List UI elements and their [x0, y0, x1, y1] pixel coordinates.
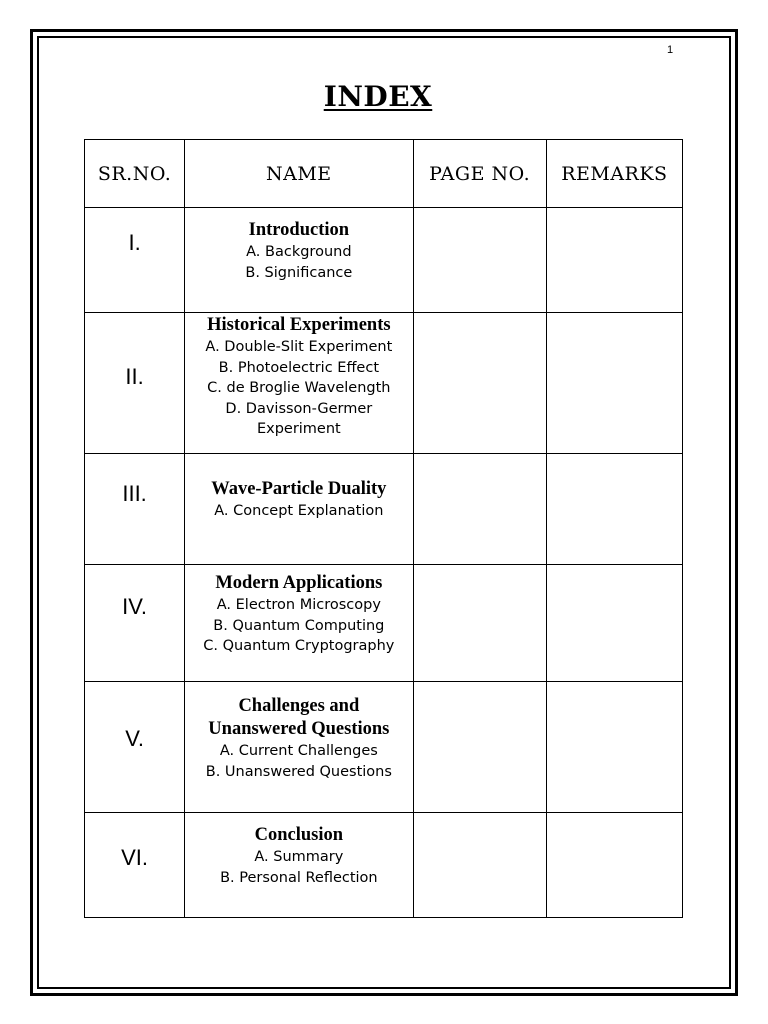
section-title: Historical Experiments [207, 315, 391, 335]
section-title: Wave-Particle Duality [211, 479, 387, 499]
page-no-cell [413, 208, 546, 313]
header-name: NAME [185, 140, 413, 208]
index-header-row [85, 140, 683, 208]
remarks-cell [546, 208, 682, 313]
subsection-item: C. de Broglie Wavelength [207, 380, 391, 396]
name-cell [185, 682, 413, 813]
name-cell [185, 565, 413, 682]
sr-number: I. [128, 230, 141, 255]
page-no-cell [413, 813, 546, 918]
sr-number: II. [125, 364, 144, 389]
page-no-cell [413, 313, 546, 454]
table-row [85, 682, 683, 813]
sr-cell [85, 454, 185, 565]
subsection-item: D. Davisson-Germer Experiment [225, 400, 373, 437]
page-title [0, 80, 756, 113]
subsection-item: C. Quantum Cryptography [203, 638, 395, 654]
sr-number: V. [125, 726, 144, 751]
header-remarks: REMARKS [546, 140, 682, 208]
subsection-item: B. Significance [245, 264, 353, 281]
table-row [85, 454, 683, 565]
subsection-item: B. Photoelectric Effect [218, 359, 380, 376]
name-cell [185, 208, 413, 313]
page-no-cell [413, 682, 546, 813]
table-row [85, 313, 683, 454]
page-title-text: INDEX [323, 80, 433, 113]
sr-number: III. [122, 481, 147, 506]
subsection-item: A. Electron Microscopy [216, 597, 381, 613]
index-table [84, 139, 683, 918]
subsection-item: A. Concept Explanation [214, 503, 384, 519]
sr-cell [85, 682, 185, 813]
subsection-item: A. Double-Slit Experiment [205, 339, 393, 355]
name-cell [185, 813, 413, 918]
sr-number: VI. [121, 845, 149, 870]
subsection-item: B. Unanswered Questions [205, 763, 392, 780]
subsection-item: A. Summary [254, 849, 344, 865]
sr-cell [85, 565, 185, 682]
sr-cell [85, 313, 185, 454]
page-number: 1 [666, 44, 674, 56]
section-title: Challenges and Unanswered Questions [208, 696, 390, 739]
name-cell [185, 454, 413, 565]
remarks-cell [546, 682, 682, 813]
remarks-cell [546, 313, 682, 454]
table-row [85, 813, 683, 918]
remarks-cell [546, 454, 682, 565]
table-row [85, 208, 683, 313]
header-sr-no: SR.NO. [85, 140, 185, 208]
sr-cell [85, 813, 185, 918]
section-title: Conclusion [254, 825, 344, 845]
subsection-item: A. Current Challenges [219, 743, 378, 759]
sr-number: IV. [122, 594, 148, 619]
section-title: Modern Applications [215, 573, 383, 593]
table-row [85, 565, 683, 682]
subsection-item: B. Quantum Computing [213, 617, 385, 634]
page-no-cell [413, 565, 546, 682]
section-title: Introduction [248, 220, 350, 240]
remarks-cell [546, 813, 682, 918]
remarks-cell [546, 565, 682, 682]
sr-cell [85, 208, 185, 313]
page-no-cell [413, 454, 546, 565]
header-page-no: PAGE NO. [413, 140, 546, 208]
subsection-item: B. Personal Reflection [220, 869, 378, 886]
subsection-item: A. Background [246, 244, 352, 260]
name-cell [185, 313, 413, 454]
